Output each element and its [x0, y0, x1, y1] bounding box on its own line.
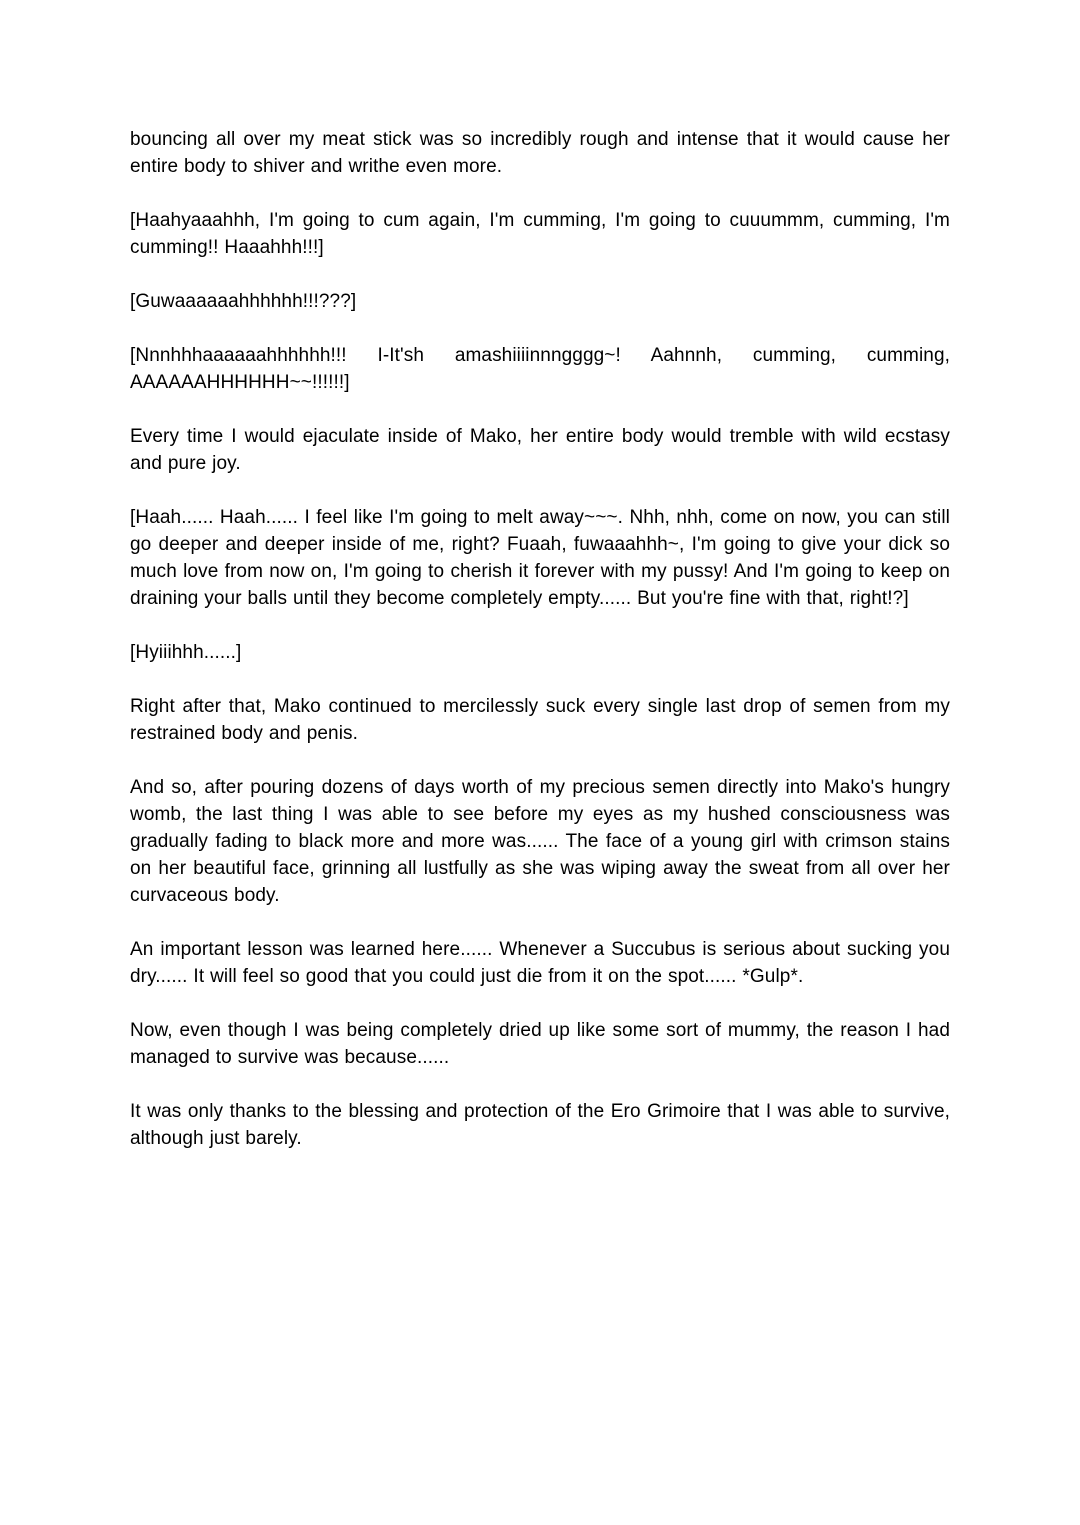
paragraph: [Hyiiihhh......] — [130, 642, 242, 663]
paragraph: [Nnnhhhaaaaaahhhhhh!!! I-It'sh amashiiiinnngggg~! Aahnnh, cumming, cumming, AAAAAAHHHHHH~~!!!!!!] — [130, 345, 950, 393]
paragraph: [Haah...... Haah...... I feel like I'm going to melt away~~~. Nhh, nhh, come on now, you can still go deeper and deeper inside of me, right? Fuaah, fuwaaahhh~, I'm going to give your dick so much love from now on, I'm going to cherish it forever with my pussy! And I'm going to keep on draining your balls until they become completely empty...... But you're fine with that, right!?] — [130, 507, 950, 609]
paragraph: Every time I would ejaculate inside of Mako, her entire body would tremble with wild ecstasy and pure joy. — [130, 426, 950, 474]
paragraph: It was only thanks to the blessing and protection of the Ero Grimoire that I was able to survive, although just barely. — [130, 1101, 950, 1149]
text-content — [130, 126, 950, 1179]
paragraph: An important lesson was learned here...... Whenever a Succubus is serious about sucking you dry...... It will feel so good that you could just die from it on the spot...... *Gulp*. — [130, 939, 950, 987]
paragraph: Right after that, Mako continued to mercilessly suck every single last drop of semen from my restrained body and penis. — [130, 696, 950, 744]
paragraph: And so, after pouring dozens of days worth of my precious semen directly into Mako's hungry womb, the last thing I was able to see before my eyes as my hushed consciousness was gradually fading to black more and more was...... The face of a young girl with crimson stains on her beautiful face, grinning all lustfully as she was wiping away the sweat from all over her curvaceous body. — [130, 777, 950, 906]
paragraph: [Haahyaaahhh, I'm going to cum again, I'm cumming, I'm going to cuuummm, cumming, I'm cumming!! Haaahhh!!!] — [130, 210, 950, 258]
paragraph: Now, even though I was being completely dried up like some sort of mummy, the reason I had managed to survive was because...... — [130, 1020, 950, 1068]
paragraph: [Guwaaaaaahhhhhh!!!???] — [130, 291, 357, 312]
paragraph: bouncing all over my meat stick was so incredibly rough and intense that it would cause her entire body to shiver and writhe even more. — [130, 129, 950, 177]
